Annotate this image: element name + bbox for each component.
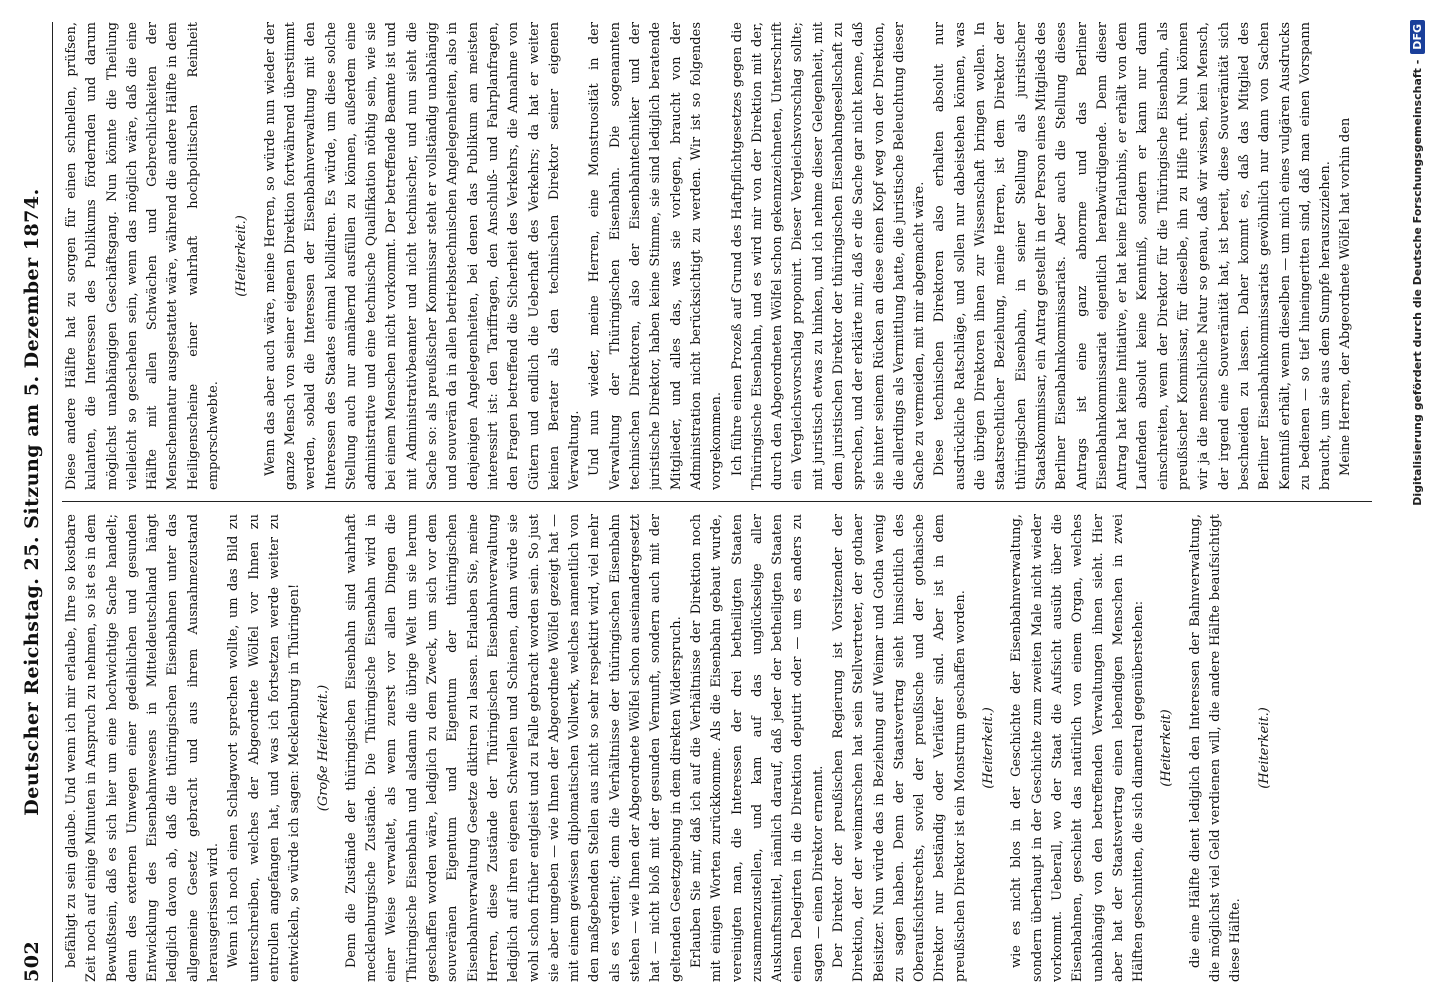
paragraph: Diese andere Hälfte hat zu sorgen für einen schnellen, prüfsen, kulanten, die Interessen des Publikums fördernden und darum möglichst unabhängigen Geschäftsgang. Nun könnte die Theilung vielleicht so geschehen sein, wenn das möglich wäre, daß die eine Hälfte mit allen Schwächen und Gebrechlichkeiten der Menschennatur ausgestattet wäre, während die andere Hälfte in dem Heiligenscheine einer wahrhaft hochpolitischen Reinheit emporschwebte. bbox=[64, 22, 222, 490]
dfg-watermark-text: Digitalisierung gefördert durch die Deutsche Forschungsgemeinschaft - bbox=[1410, 59, 1424, 506]
page-number: 502 bbox=[21, 940, 43, 982]
stage-direction: (Heiterkeit.) bbox=[1256, 707, 1272, 789]
right-column bbox=[62, 22, 1372, 490]
paragraph: Der Direktor der preußischen Regierung ist Vorsitzender der Direktion, der der weimarschen hat sein Stellvertreter, der gothaer Beisitzer. Nun würde das in Beziehung auf Weimar und Gotha wenig zu sagen haben. Denn der Staatsvertrag sieht hinsichtlich des Oberaufsichtsrechts, soviel der preußische und der gothaische Direktor nur beständig oder Verläufer sind. Aber ist in dem preußischen Direktor ist ein Monstrum geschaffen worden. bbox=[830, 514, 968, 982]
paragraph: Erlauben Sie mir, daß ich auf die Verhältnisse der Direktion noch mit einigen Worten zurückkomme. Als die Eisenbahn gebaut wurde, vereinigten man, die Interessen der drei betheiligten Staaten zusammenzustellen, und kam auf das unglückselige aller Auskunftsmittel, nämlich darauf, daß jeder der betheiligten Staaten einen Delegirten in die Direktion deputirt oder — um es anders zu sagen — einen Direktor ernennt. bbox=[688, 514, 826, 982]
stage-direction: (Große Heiterkeit.) bbox=[315, 684, 331, 812]
page-header bbox=[12, 22, 53, 982]
stage-direction: (Heiterkeit) bbox=[1159, 709, 1175, 787]
paragraph: befähigt zu sein glaube. Und wenn ich mir erlaube, Ihre so kostbare Zeit noch auf einige Minuten in Anspruch zu nehmen, so ist es in dem Bewußtsein, daß es sich hier um eine hochwichtige Sache handelt; denn des externen Umwegen einer gedeihlichen und gesunden Entwicklung des Eisenbahnwesens in Mitteldeutschland hängt lediglich davon ab, daß die thüringischen Eisenbahnen unter das allgemeine Gesetz gebracht und aus ihrem Ausnahmezustand herausgerissen wird. bbox=[64, 514, 222, 982]
page-title: Deutscher Reichstag. 25. Sitzung am 5. Dezember 1874. bbox=[21, 188, 43, 816]
stage-direction: (Heiterkeit.) bbox=[981, 707, 997, 789]
paragraph: Wenn das aber auch wäre, meine Herren, so würde nun wieder der ganze Mensch von seiner eigenen Direktion fortwährend überstimmt werden, sobald die Interessen der Eisenbahnverwaltung mit den Interessen des Staates einmal kollidiren. Es würde, um diese solche Stellung auch nur annähernd ausfüllen zu können, außerdem eine administrative und eine technische Qualifikation nöthig sein, wie sie bei einem Menschen nicht vorkommt. Der betreffende Beamte ist und mit Administrativbeamter und nicht technischer, und nun sieht die Sache so: als preußischer Kommissar steht er vollständig unabhängig und souverän da in allen betriebstechnischen Angelegenheiten, also in denjenigen Angelegenheiten, bei denen das Publikum am meisten interessirt ist: den Tariffragen, den Anschluß- und Fahrplanfragen, den Fragen betreffend die Sicherheit des Verkehrs, die Annahme von Gütern und endlich die Ueberhaft des Verkehrs; da hat er weiter keinen Berater als den technischen Direktor seiner eigenen Verwaltung. bbox=[262, 22, 583, 490]
stage-direction: (Heiterkeit.) bbox=[234, 215, 250, 297]
paragraph: Und nun wieder, meine Herren, eine Monstruosität in der Verwaltung der Thüringischen Eisenbahn. Die sogenannten technischen Direktoren, also der Eisenbahntechniker und der juristische Direktor, haben keine Stimme, sie sind lediglich beratende Mitglieder, und alles das, was sie vorlegen, braucht von der Administration nicht berücksichtigt zu werden. Wir ist so folgendes vorgekommen. bbox=[587, 22, 725, 490]
paragraph: Denn die Zustände der thüringischen Eisenbahn sind wahrhaft mecklenburgische Zustände. Die Thüringische Eisenbahn wird in einer Weise verwaltet, als wenn zuerst vor allen Dingen die Thüringische Eisenbahn und alsdann die übrige Welt um sie herum geschaffen worden wäre, lediglich zu dem Zweck, um sich vor dem souveränen Eigentum und Eigentum der thüringischen Eisenbahnverwaltung Gesetze diktiren zu lassen. Erlauben Sie, meine Herren, diese Zustände der Thüringischen Eisenbahnverwaltung lediglich auf ihren eigenen Schwellen und Schienen, dann würde sie wohl schon früher entgleist und zu Falle gebracht worden sein. So just sie aber umgeben — wie Ihnen der Abgeordnete Wölfel gezeigt hat — mit einem gewissen diplomatischen Vollwerk, welches namentlich von den maßgebenden Stellen aus nicht so sehr respektirt wird, viel mehr als es verdient; denn die Verhältnisse der thüringischen Eisenbahn stehen — wie Ihnen der Abgeordnete Wölfel schon auseinandergesetzt hat — nicht bloß mit der gesunden Vernunft, sondern auch mit der geltenden Gesetzgebung in dem direkten Widerspruch. bbox=[343, 514, 684, 982]
paragraph: Ich führe einen Prozeß auf Grund des Haftpflichtgesetzes gegen die Thüringische Eisenbahn, und es wird mir von der Direktion mit der, durch den Abgeordneten Wölfel schon gekennzeichneten, Unterschrift ein Vergleichsvorschlag proponirt. Dieser Vergleichsvorschlag sollte; mit juristisch etwas zu hinken, und ich nehme dieser Gelegenheit, mit dem juristischen Direktor der thüringischen Eisenbahngesellschaft zu sprechen, und der erklärte mir, daß er die Sache gar nicht kenne, daß sie hinter seinem Rücken an diese einen Kopf weg von der Direktion, die allerdings als Vermittlung hatte, die juristische Beleuchtung dieser Sache zu vermeiden, mit mir abgemacht wäre. bbox=[729, 22, 928, 490]
paragraph: die eine Hälfte dient lediglich den Interessen der Bahnverwaltung, die möglichst viel Geld verdienen will, die andere Hälfte beaufsichtigt diese Hälfte. bbox=[1187, 514, 1244, 982]
dfg-watermark bbox=[1404, 20, 1430, 980]
column-divider bbox=[62, 502, 1372, 503]
paragraph: wie es nicht blos in der Geschichte der Eisenbahnverwaltung, sondern überhaupt in der Geschichte zum zweiten Male nicht wieder vorkommt. Ueberall, wo der Staat die Aufsicht ausübt über die Eisenbahnen, geschieht das natürlich von einem Organ, welches unabhängig von den betreffenden Verwaltungen ihnen sieht. Hier aber hat der Staatsvertrag einen lebendigen Menschen in zwei Hälften geschnitten, die sich diametral gegenüberstehen: bbox=[1009, 514, 1147, 982]
left-column bbox=[62, 514, 1372, 982]
text-columns bbox=[62, 22, 1372, 982]
paragraph: Wenn ich noch einen Schlagwort sprechen wollte, um das Bild zu unterschreiben, welches der Abgeordnete Wölfel vor Ihnen zu entrollen angefangen hat, und was ich fortsetzen werde weiter zu entwickeln, so würde ich sagen: Mecklenburg in Thüringen! bbox=[226, 514, 303, 982]
paragraph: Diese technischen Direktoren also erhalten absolut nur ausdrückliche Ratschläge, und sollen nur dabeistehen können, was die übrigen Direktoren ihnen zur Wissenschaft bringen wollen. In staatsrechtlicher Beziehung, meine Herren, ist dem Direktor der thüringischen Eisenbahn, in seiner Stellung als juristischer Staatskommissar, ein Antrag gestellt in der Person eines Mitglieds des Berliner Eisenbahnkommissariats. Aber auch die Stellung dieses Antrags ist eine ganz abnorme und das Berliner Eisenbahnkommissariat eigentlich herabwürdigende. Denn dieser Antrag hat keine Initiative, er hat keine Erlaubnis, er erhält von dem Laufenden absolut keine Kenntniß, sondern er kann nur dann einschreiten, wenn der Direktor für die Thüringische Eisenbahn, als preußischer Kommissar, für dieselbe, ihn zu Hilfe ruft. Nun können wir ja die menschliche Natur so genau, daß wir wissen, kein Mensch, der irgend eine Souveränität hat, ist bereit, diese Souveränität sich beschneiden zu lassen. Daher kommt es, daß das Mitglied des Berliner Eisenbahnkommissariats gewöhnlich nur dann von Sachen Kenntniß erhält, wenn dieselben — um mich eines vulgären Ausdrucks zu bedienen — so tief hineingeritten sind, daß man einen Vorspann braucht, um sie aus dem Sumpfe herauszuziehen. bbox=[932, 22, 1334, 490]
dfg-logo: DFG bbox=[1410, 20, 1425, 54]
paragraph: Meine Herren, der Abgeordnete Wölfel hat vorhin den bbox=[1338, 117, 1354, 476]
